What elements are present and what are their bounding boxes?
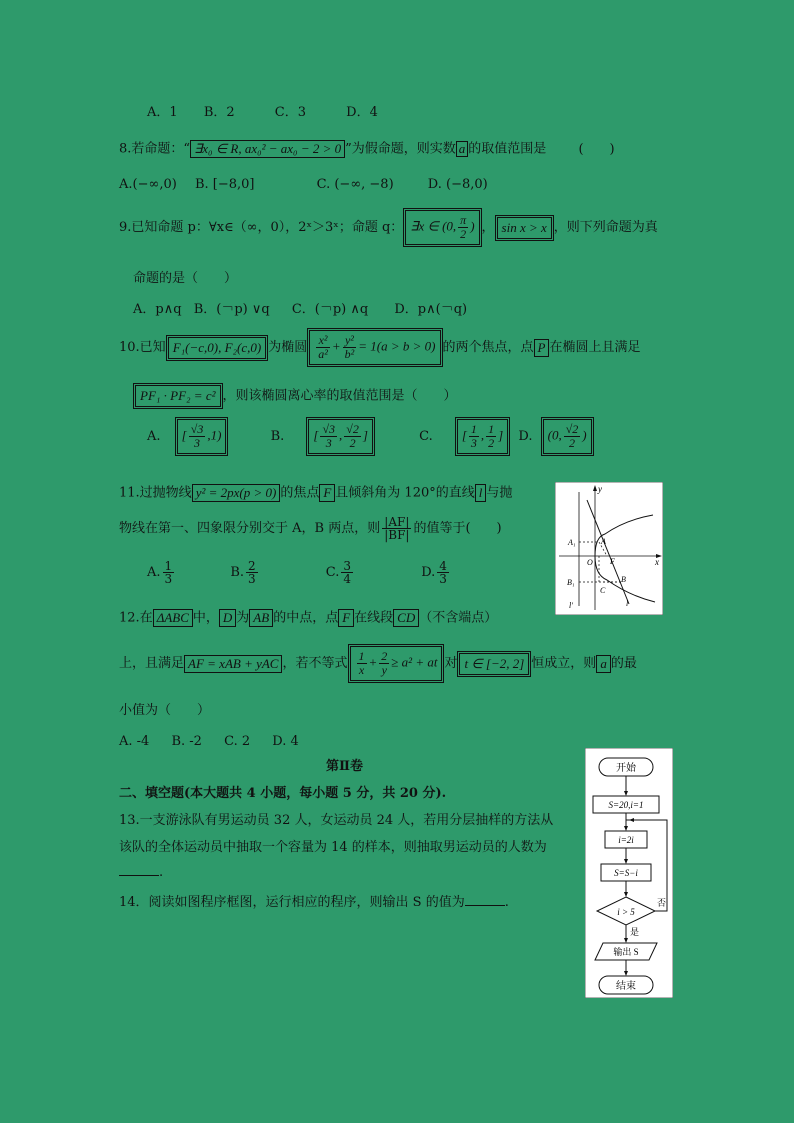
q11-text-post: 与抛 (486, 485, 513, 501)
q8-option-b: B. [−8,0] (194, 177, 255, 192)
q12-text-mid: 中， (192, 610, 219, 626)
part2-title: 第Ⅱ卷 (326, 759, 363, 774)
q11-option-a-label: A. (147, 565, 161, 580)
fig-label-b: B (621, 575, 626, 584)
flow-yes-label: 是 (630, 927, 640, 937)
fig-label-f: F (610, 557, 615, 566)
q10-dot-condition: PF₁ · PF₂ = c² (133, 383, 223, 409)
q12-line3: 小值为（ ） (119, 703, 211, 718)
q10-text-mid: 为椭圆 (268, 340, 308, 356)
flow-no-label: 否 (657, 898, 667, 908)
q10-line2-text: ，则该椭圆离心率的取值范围是（ ） (222, 388, 457, 404)
q9-formula-sin: sin x > x (495, 215, 554, 241)
q10-option-b-label: B. (270, 429, 285, 445)
q12-line2-mid2: 对 (444, 656, 458, 672)
q7-option-a: A．1 (147, 105, 178, 120)
fig-label-c: C (600, 586, 606, 595)
q12-inequality: $\frac{1}{x}$ + $\frac{2}{y}$ ≥ a² + at (348, 644, 445, 683)
q10-line2 (133, 383, 457, 409)
q11-text-pre: 11.过抛物线 (119, 485, 192, 501)
q11-parabola-figure (555, 482, 663, 615)
q10-option-a: [ $\frac{√3}{3}$ ,1) (175, 417, 229, 456)
q11-text-mid2: 且倾斜角为 120°的直线 (335, 485, 475, 501)
q8-options (119, 178, 488, 191)
q11-stem (119, 484, 512, 502)
q10-option-d: (0, $\frac{√2}{2}$ ) (541, 417, 594, 456)
q8-text-pre: 8.若命题：“ (119, 141, 191, 157)
q10-options (147, 417, 594, 456)
q12-line2 (119, 644, 637, 683)
q13-line3: . (119, 866, 163, 879)
q12-line2-mid3: 恒成立，则 (531, 656, 597, 672)
q8-option-d: D. (−8,0) (427, 177, 488, 192)
flow-step1-label: i=2i (618, 835, 634, 845)
fig-label-x: x (655, 557, 659, 567)
fig-label-a1: A₁ (568, 538, 576, 547)
q8-formula: ∃x₀ ∈ R, ax₀² − ax₀ − 2 > 0 (190, 140, 345, 158)
q14-text: 14．阅读如图程序框图，运行相应的程序，则输出 S 的值为 (119, 895, 465, 910)
q12-text-mid2: 为 (236, 610, 250, 626)
q12-t-range: t ∈ [−2, 2] (457, 651, 531, 677)
q11-text-mid: 的焦点 (280, 485, 320, 501)
q12-vector-eq: AF = xAB + yAC (184, 655, 282, 673)
q11-line2: 物线在第一、四象限分别交于 A，B 两点，则 $\frac{|AF|}{|BF|}$ 的值等于( ) (119, 515, 502, 542)
q8-text-post: ”为假命题，则实数 (345, 141, 456, 157)
part2-section-heading: 二、填空题(本大题共 4 小题，每小题 5 分，共 20 分). (119, 786, 447, 801)
q8-answer-paren: ( ) (578, 141, 615, 157)
q13-line1: 13.一支游泳队有男运动员 32 人，女运动员 24 人，若用分层抽样的方法从 (119, 813, 554, 828)
q12-option-a: A. -4 (119, 734, 150, 749)
q12-text-post: （不含端点） (419, 610, 498, 626)
fig-label-o: O (587, 558, 593, 567)
flow-start-label: 开始 (616, 763, 636, 774)
q14-stem: 14．阅读如图程序框图，运行相应的程序，则输出 S 的值为 . (119, 895, 509, 910)
q12-option-d: D. 4 (272, 734, 299, 749)
q12-box-cd: CD (393, 609, 419, 627)
flow-output-label: 输出 S (613, 947, 639, 957)
q11-box-l: l (475, 484, 487, 502)
flow-step2-label: S=S−i (614, 868, 638, 878)
q10-option-a-label: A. (147, 429, 161, 445)
q11-option-b-label: B. (230, 565, 244, 580)
fig-label-y: y (598, 484, 602, 494)
q10-ellipse: $\frac{\text{x²}}{\text{a²}}$ + $\frac{\text{y²}}{\text{b²}}$ = 1(a > b > 0) (307, 328, 442, 367)
q9-option-c: C．(￢p) ∧q (291, 302, 369, 317)
q7-options (147, 106, 378, 119)
q12-stem (119, 609, 497, 627)
q7-option-c: C．3 (274, 105, 306, 120)
flow-cond-label: i > 5 (617, 907, 635, 917)
q10-text-post2: 在椭圆上且满足 (549, 340, 641, 356)
q9-stem: 9.已知命题 p：∀x∈（∞，0），2ˣ＞3ˣ；命题 q： ∃x ∈ (0, $\frac{\pi}{2}$ ) ， sin x > x ，则下列命题为真 (119, 208, 658, 247)
q12-box-a: a (596, 655, 611, 673)
q10-option-c-label: C. (419, 429, 433, 445)
q9-line2: 命题的是（ ） (133, 271, 238, 286)
flow-end-label: 结束 (616, 981, 636, 992)
q9-options (133, 303, 467, 316)
q12-box-ab: AB (249, 609, 273, 627)
fig-label-l-prime: l' (569, 601, 573, 610)
q9-option-a: A．p∧q (133, 302, 182, 317)
q11-option-c-label: C. (325, 565, 340, 580)
q13-line2: 该队的全体运动员中抽取一个容量为 14 的样本，则抽取男运动员的人数为 (119, 840, 547, 855)
q12-option-c: C. 2 (224, 734, 251, 749)
q11-box-f: F (319, 484, 335, 502)
q10-text-post: 的两个焦点，点 (442, 340, 534, 356)
flow-init-label: S=20,i=1 (608, 800, 644, 810)
q10-option-d-label: D. (518, 429, 533, 445)
q10-option-b: [ $\frac{√3}{3}$ , $\frac{√2}{2}$ ] (306, 417, 375, 456)
q9-option-d: D．p∧(￢q) (394, 302, 468, 317)
q8-option-c: C. (−∞, −8) (316, 177, 394, 192)
q13-answer-blank (119, 875, 159, 876)
q11-parabola: y² = 2px(p > 0) (192, 484, 281, 502)
fig-label-a: A (601, 537, 606, 546)
q12-option-b: B. -2 (171, 734, 202, 749)
fig-label-b1: B₁ (567, 578, 575, 587)
q10-text-pre: 10.已知 (119, 340, 166, 356)
q12-triangle: ΔABC (153, 609, 193, 627)
q10-box-p: P (534, 339, 550, 357)
q10-stem (119, 328, 640, 367)
q9-option-b: B．(￢p) ∨q (193, 302, 270, 317)
q11-line2-pre: 物线在第一、四象限分别交于 A，B 两点，则 (119, 521, 381, 536)
q12-options (119, 735, 299, 748)
q12-line2-pre: 上，且满足 (119, 656, 185, 672)
program-flowchart (585, 748, 673, 998)
q12-text-mid4: 在线段 (354, 610, 394, 626)
q8-stem (119, 140, 615, 158)
q11-option-d-label: D. (421, 565, 436, 580)
q12-line2-mid: ，若不等式 (282, 656, 348, 672)
q12-box-d: D (219, 609, 236, 627)
q14-answer-blank (465, 905, 505, 906)
q9-formula-exists: ∃x ∈ (0, $\frac{\pi}{2}$ ) (403, 208, 481, 247)
fig-label-l: l (626, 599, 629, 608)
q7-option-d: D．4 (346, 105, 378, 120)
q10-option-c: [ $\frac{1}{3}$ , $\frac{1}{2}$ ] (455, 417, 510, 456)
q9-text-post: ，则下列命题为真 (553, 220, 658, 236)
q11-line2-post: 的值等于( ) (413, 521, 502, 536)
q8-text-post2: 的取值范围是 (468, 141, 547, 157)
q12-box-f: F (338, 609, 354, 627)
q8-box-a: a (456, 141, 469, 157)
q10-foci: F₁(−c,0), F₂(c,0) (166, 335, 269, 361)
q11-options: A. $\frac{1}{3}$ B. $\frac{2}{3}$ C. $\frac{3}{4}$ D. $\frac{4}{3}$ (147, 559, 447, 586)
q9-text-pre: 9.已知命题 p：∀x∈（∞，0），2ˣ＞3ˣ；命题 q： (119, 220, 404, 236)
q8-option-a: A.(−∞,0) (119, 177, 177, 192)
q12-line2-post: 的最 (610, 656, 637, 672)
q12-text-mid3: 的中点，点 (273, 610, 339, 626)
q12-text-pre: 12.在 (119, 610, 153, 626)
q7-option-b: B．2 (203, 105, 235, 120)
